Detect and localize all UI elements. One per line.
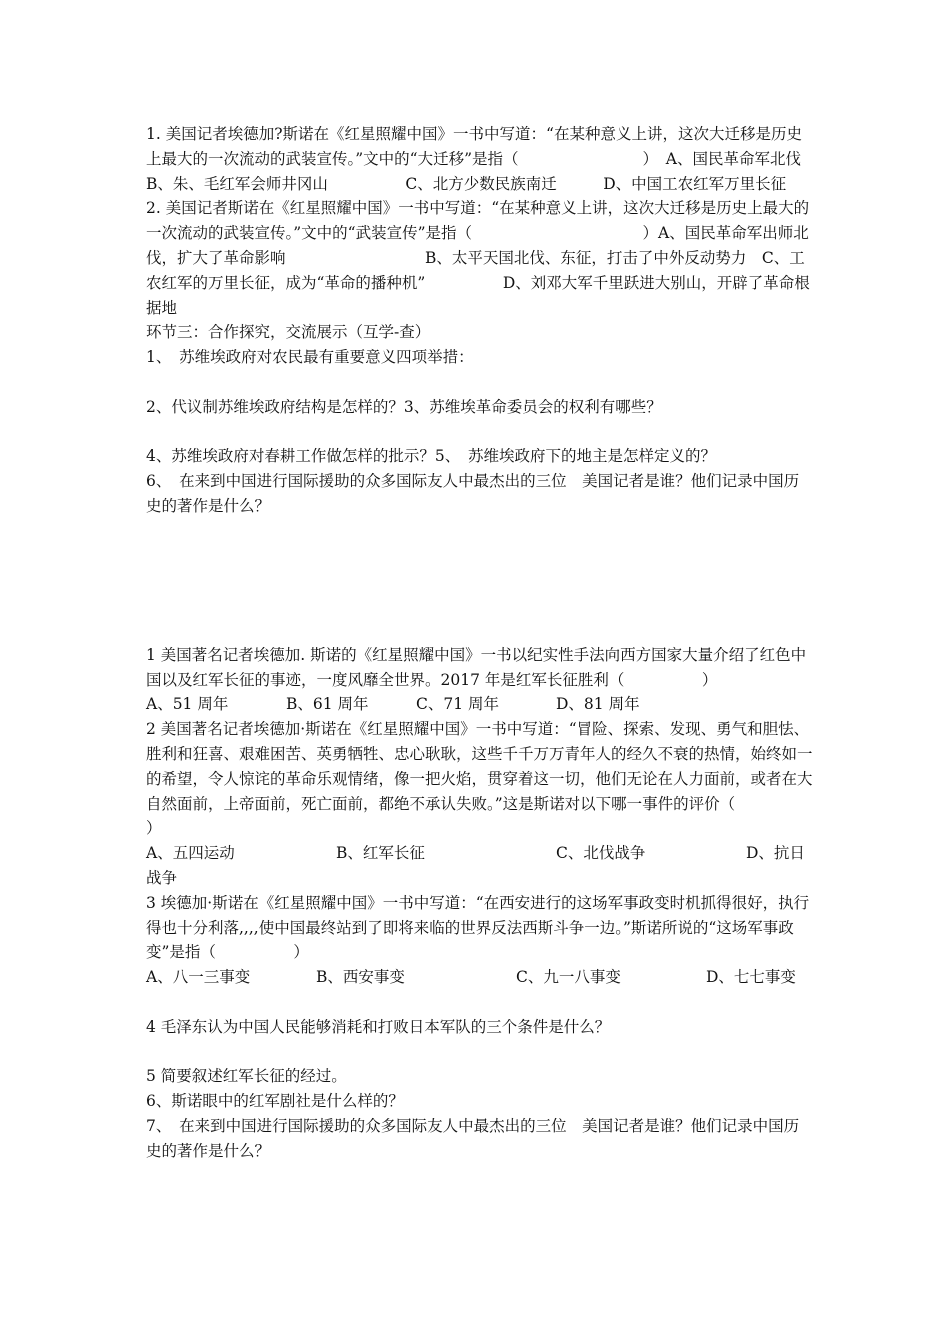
inquiry-item-2-3: 2、代议制苏维埃政府结构是怎样的？3、苏维埃革命委员会的权利有哪些？ — [146, 397, 662, 416]
exercise-2-options — [146, 841, 814, 866]
exercise-3-options — [146, 965, 814, 990]
option-b: B、西安事变 — [316, 968, 405, 987]
exercise-2-option-tail: 战争 — [146, 868, 178, 887]
option-d: D、七七事变 — [706, 968, 796, 987]
question-2: 2. 美国记者斯诺在《红星照耀中国》一书中写道：“在某种意义上讲，这次大迁移是历史上最大的一次流动的武装宣传。”文中的“武装宣传”是指（ ）A、国民革命军出师北伐，扩大了革命影响 B、太平天国北伐、东征，打击了中外反动势力 C、工农红军的万里长征，成为“革命的播种机” D、刘邓大军千里跃进大别山，开辟了革命根据地 — [146, 199, 810, 317]
option-b: B、61 周年 — [286, 695, 369, 714]
inquiry-item-4-5: 4、苏维埃政府对春耕工作做怎样的批示？5、 苏维埃政府下的地主是怎样定义的？ — [146, 447, 716, 466]
spacer — [146, 420, 814, 445]
exercise-3-stem: 3 埃德加·斯诺在《红星照耀中国》一书中写道：“在西安进行的这场军事政变时机抓得很好，执行得也十分利落,,,,使中国最终站到了即将来临的世界反法西斯斗争一边。”斯诺所说的“这场军事政变”是指（ ） — [146, 893, 810, 962]
section-heading: 环节三：合作探究，交流展示（互学-查） — [146, 323, 431, 342]
question-1: 1. 美国记者埃德加?斯诺在《红星照耀中国》一书中写道：“在某种意义上讲，这次大迁移是历史上最大的一次流动的武装宣传。”文中的“大迁移”是指（ ） A、国民革命军北伐 B、朱、毛红军会师井冈山 C、北方少数民族南迁 D、中国工农红军万里长征 — [146, 125, 879, 193]
document-body — [146, 122, 879, 1163]
exercise-4: 4 毛泽东认为中国人民能够消耗和打败日本军队的三个条件是什么？ — [146, 1017, 611, 1036]
spacer — [146, 1040, 814, 1065]
option-c: C、71 周年 — [416, 695, 500, 714]
spacer — [146, 370, 814, 395]
exercise-1-stem: 1 美国著名记者埃德加. 斯诺的《红星照耀中国》一书以纪实性手法向西方国家大量介绍了红色中国以及红军长征的事迹，一度风靡全世界。2017 年是红军长征胜利（ ） — [146, 645, 807, 689]
exercise-6: 6、斯诺眼中的红军剧社是什么样的？ — [146, 1092, 404, 1111]
exercise-7: 7、 在来到中国进行国际援助的众多国际友人中最杰出的三位 美国记者是谁？他们记录中国历史的著作是什么？ — [146, 1116, 800, 1160]
exercise-5: 5 简要叙述红军长征的经过。 — [146, 1067, 347, 1086]
option-a: A、五四运动 — [146, 844, 235, 863]
option-d: D、抗日 — [746, 844, 805, 863]
spacer — [146, 990, 814, 1015]
inquiry-item-1: 1、 苏维埃政府对农民最有重要意义四项举措： — [146, 348, 474, 367]
option-b: B、红军长征 — [336, 844, 425, 863]
option-a: A、八一三事变 — [146, 968, 251, 987]
option-d: D、81 周年 — [556, 695, 640, 714]
spacer — [146, 519, 814, 643]
inquiry-item-6: 6、 在来到中国进行国际援助的众多国际友人中最杰出的三位 美国记者是谁？他们记录中国历史的著作是什么？ — [146, 472, 800, 515]
option-a: A、51 周年 — [146, 695, 229, 714]
exercise-1-options — [146, 692, 814, 717]
option-c: C、北伐战争 — [556, 844, 646, 863]
exercise-2-stem: 2 美国著名记者埃德加·斯诺在《红星照耀中国》一书中写道：“冒险、探索、发现、勇气和胆怯、胜利和狂喜、艰难困苦、英勇牺牲、忠心耿耿，这些千千万万青年人的经久不衰的热情，始终如一的希望，令人惊诧的革命乐观情绪，像一把火焰，贯穿着这一切，他们无论在人力面前，或者在大自然面前，上帝面前，死亡面前，都绝不承认失败。”这是斯诺对以下哪一事件的评价（ ） — [146, 720, 860, 838]
option-c: C、九一八事变 — [516, 968, 621, 987]
